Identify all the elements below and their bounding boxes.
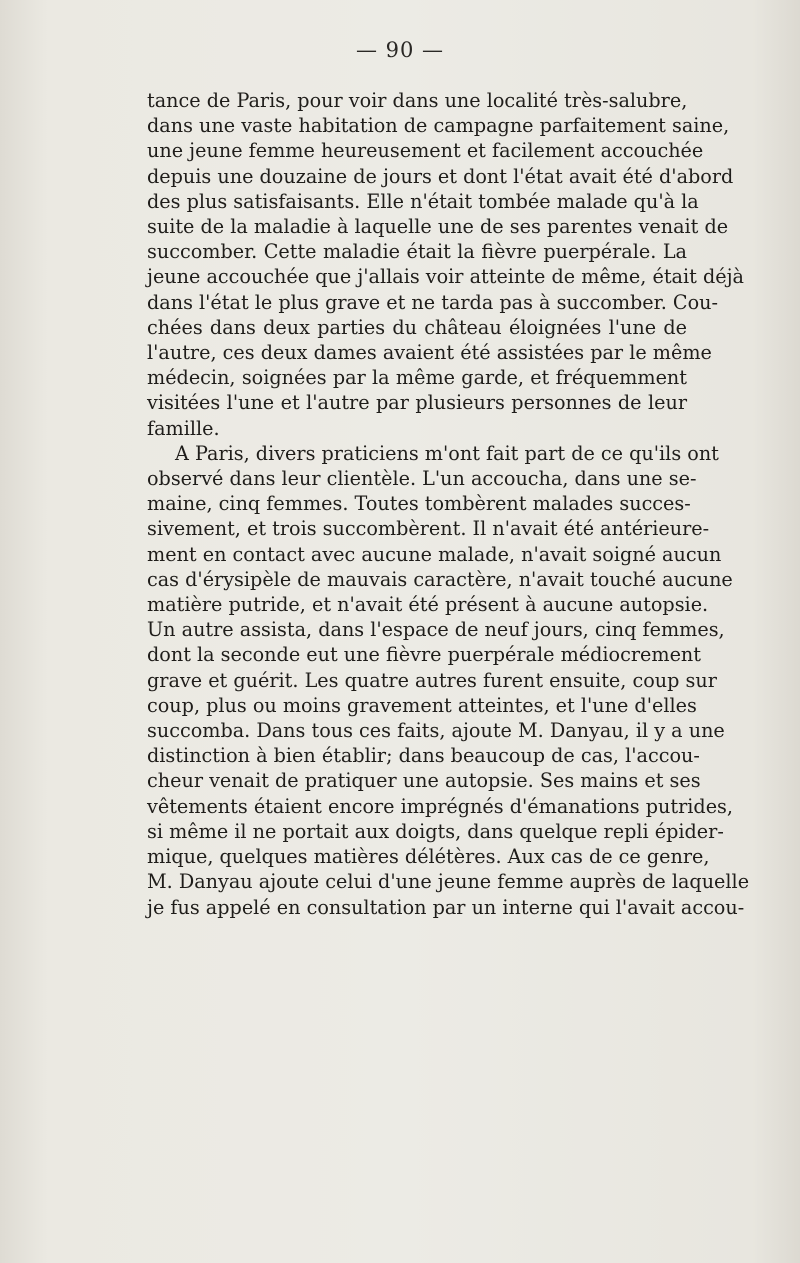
paragraph — [147, 441, 750, 920]
text-line: dont la seconde eut une fièvre puerpérale médiocrement — [147, 643, 702, 667]
text-line: l'autre, ces deux dames avaient été assistées par le même — [147, 341, 712, 365]
text-line: succomba. Dans tous ces faits, ajoute M. Danyau, il y a une — [147, 719, 725, 743]
text-line: mique, quelques matières délétères. Aux cas de ce genre, — [147, 845, 710, 869]
paragraph — [147, 88, 744, 441]
text-line: une jeune femme heureusement et facilement accouchée — [147, 139, 704, 163]
text-line: cas d'érysipèle de mauvais caractère, n'avait touché aucune — [147, 567, 733, 591]
text-line: des plus satisfaisants. Elle n'était tombée malade qu'à la — [147, 189, 699, 213]
text-line: grave et guérit. Les quatre autres furent ensuite, coup sur — [147, 668, 717, 692]
text-line: M. Danyau ajoute celui d'une jeune femme auprès de laquelle — [147, 870, 750, 894]
text-line: visitées l'une et l'autre par plusieurs personnes de leur — [147, 391, 687, 415]
text-line: si même il ne portait aux doigts, dans quelque repli épider- — [147, 819, 724, 843]
text-line: tance de Paris, pour voir dans une localité très-salubre, — [147, 89, 688, 112]
text-line: coup, plus ou moins gravement atteintes, et l'une d'elles — [147, 693, 697, 717]
text-line: sivement, et trois succombèrent. Il n'avait été antérieure- — [147, 517, 710, 541]
text-line: A Paris, divers praticiens m'ont fait part de ce qu'ils ont — [175, 441, 719, 465]
text-line: dans une vaste habitation de campagne parfaitement saine, — [147, 114, 730, 138]
text-line: observé dans leur clientèle. L'un accoucha, dans une se- — [147, 467, 697, 491]
text-line: chées dans deux parties du château éloignées l'une de — [147, 315, 687, 339]
text-line: dans l'état le plus grave et ne tarda pas à succomber. Cou- — [147, 290, 718, 314]
text-line: Un autre assista, dans l'espace de neuf jours, cinq femmes, — [147, 618, 725, 642]
text-line: ment en contact avec aucune malade, n'avait soigné aucun — [147, 542, 722, 566]
text-line: je fus appelé en consultation par un interne qui l'avait accou- — [147, 895, 745, 919]
text-line: cheur venait de pratiquer une autopsie. Ses mains et ses — [147, 769, 701, 793]
text-line: depuis une douzaine de jours et dont l'état avait été d'abord — [147, 164, 734, 188]
text-line: maine, cinq femmes. Toutes tombèrent malades succes- — [147, 492, 691, 516]
page-number: — 90 — — [355, 38, 445, 62]
body-text — [147, 88, 750, 920]
text-line: vêtements étaient encore imprégnés d'émanations putrides, — [147, 794, 733, 818]
text-line: matière putride, et n'avait été présent à aucune autopsie. — [147, 593, 709, 617]
text-line: jeune accouchée que j'allais voir atteinte de même, était déjà — [147, 265, 744, 289]
text-line: succomber. Cette maladie était la fièvre puerpérale. La — [147, 240, 687, 264]
text-line: famille. — [147, 416, 220, 440]
text-line: médecin, soignées par la même garde, et fréquemment — [147, 366, 687, 390]
text-line: distinction à bien établir; dans beaucoup de cas, l'accou- — [147, 744, 700, 768]
text-line: suite de la maladie à laquelle une de ses parentes venait de — [147, 215, 729, 239]
